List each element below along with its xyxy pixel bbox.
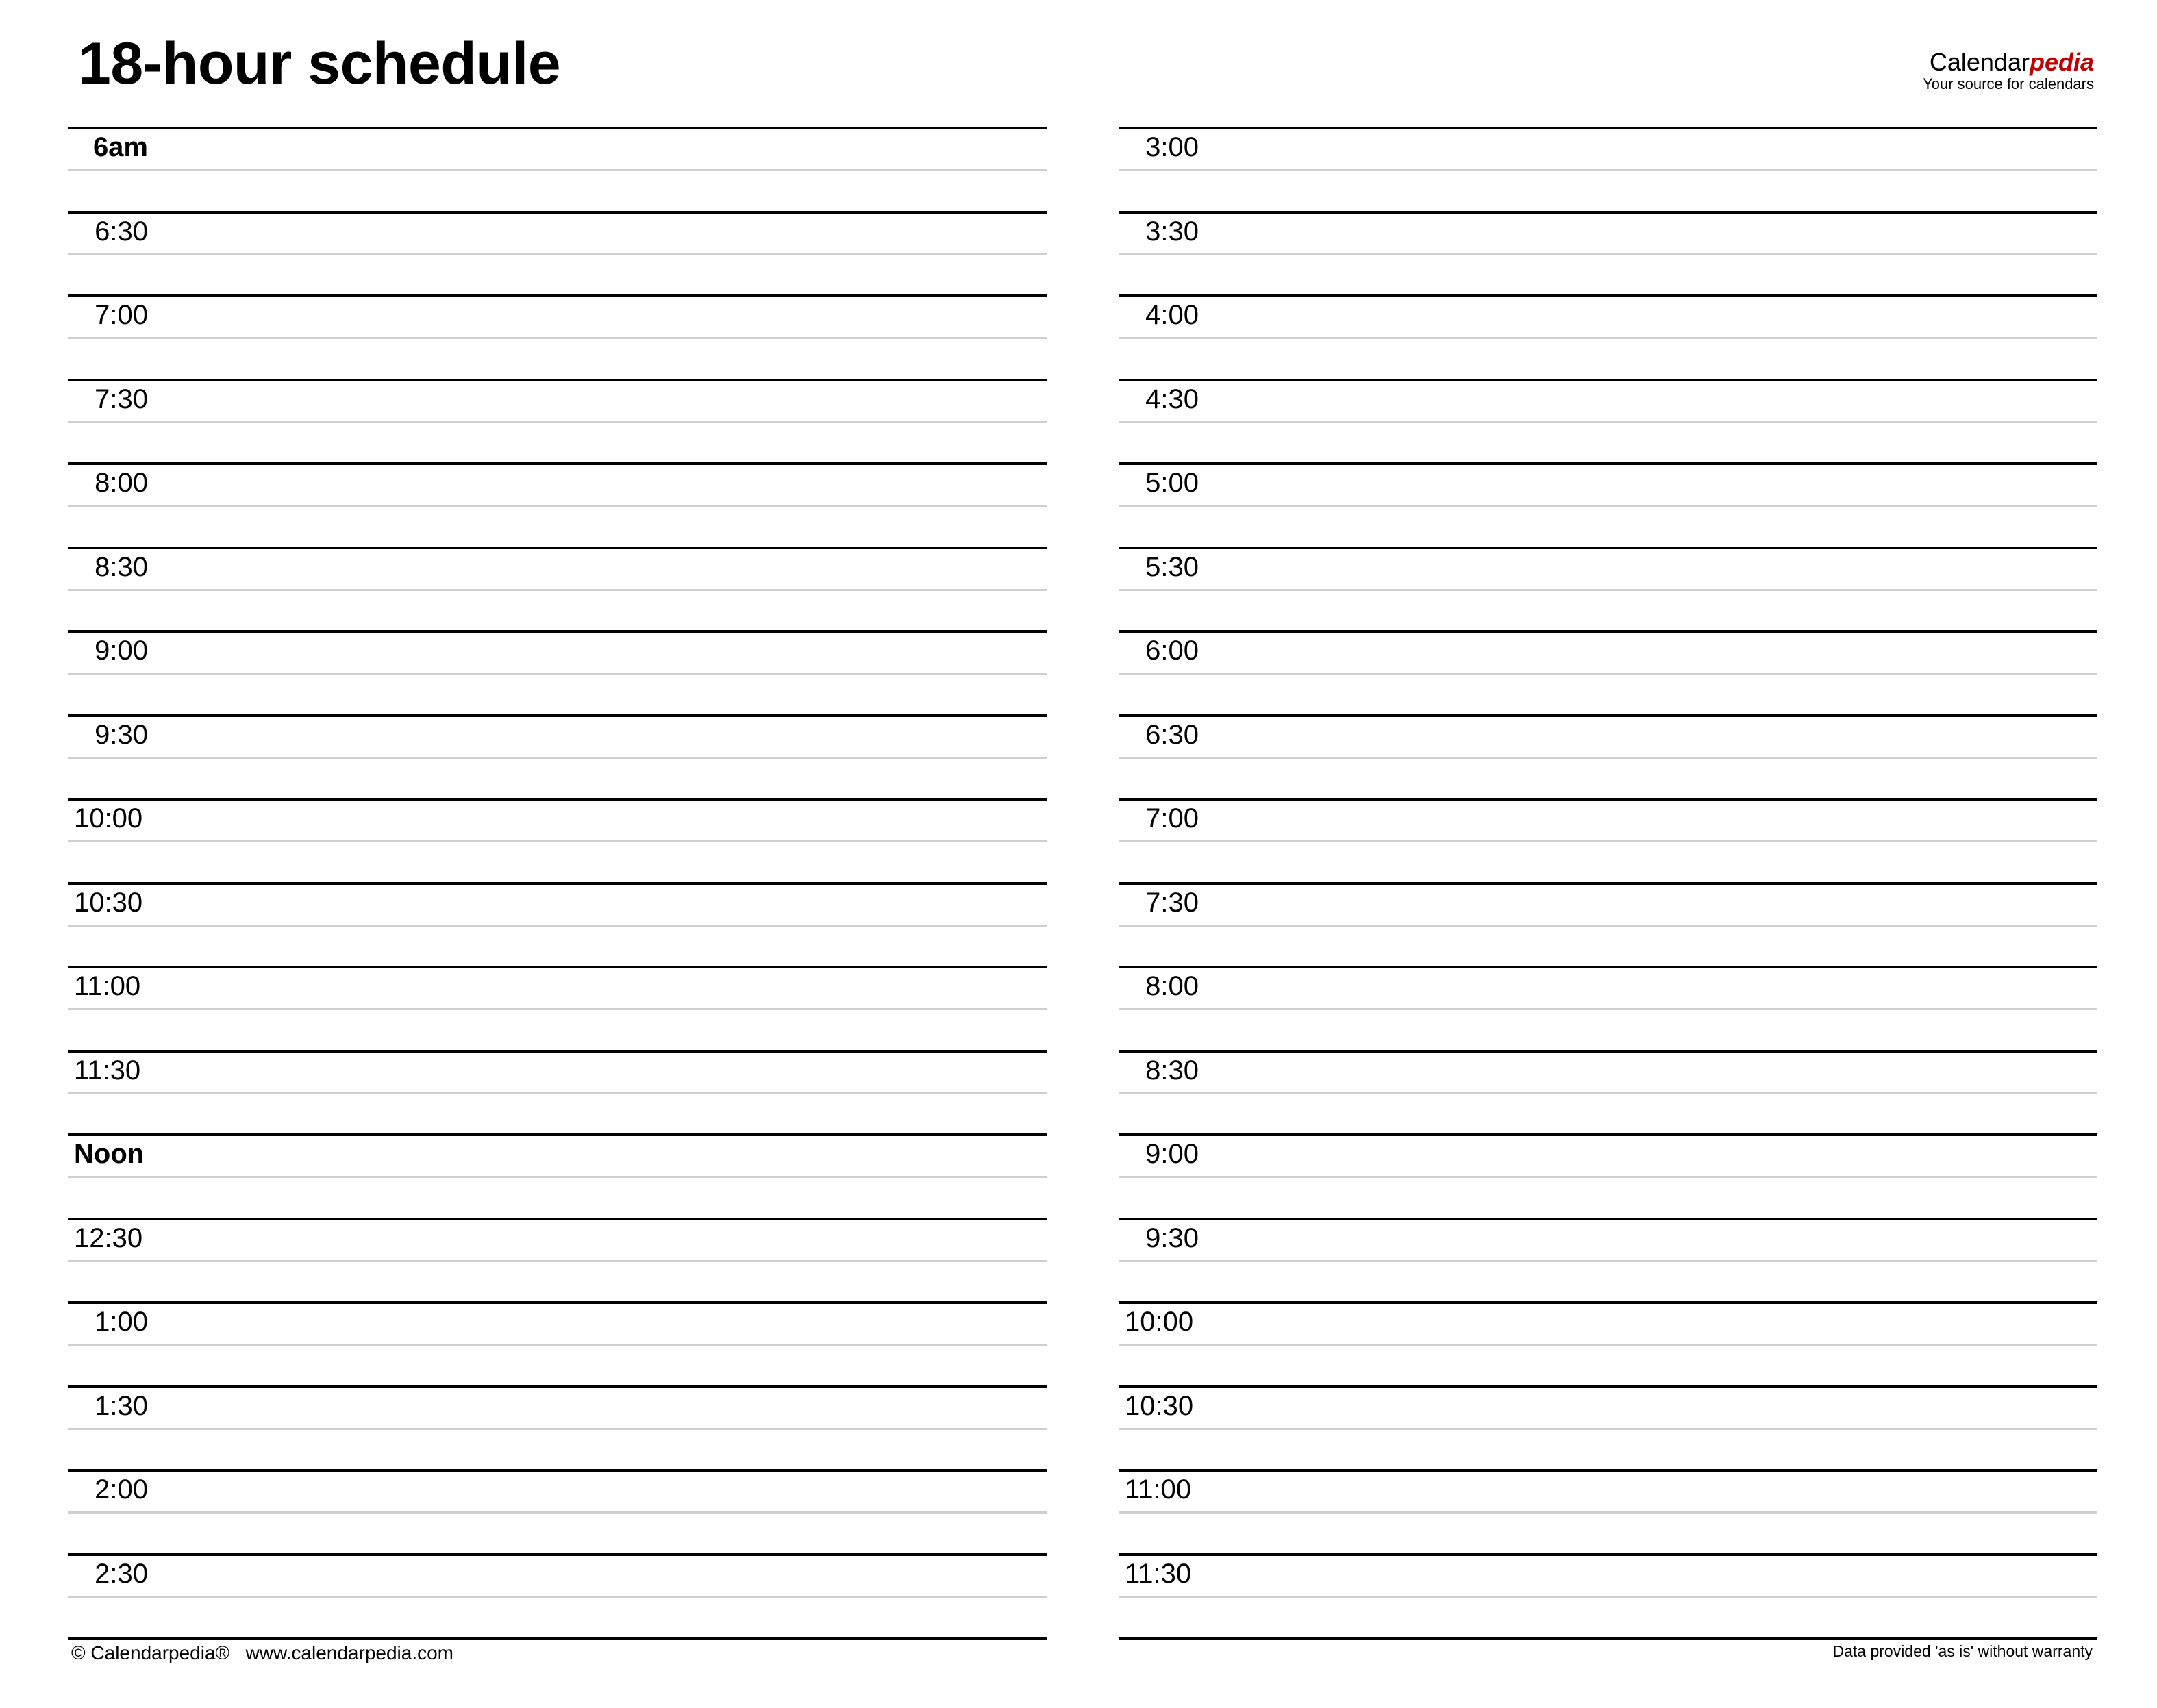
time-label: 11:00 [1125,1474,1192,1505]
time-slot-row[interactable] [68,462,1047,547]
half-hour-line [1119,673,2097,675]
page-title: 18-hour schedule [78,31,561,97]
time-slot-row[interactable] [68,1218,1047,1302]
half-hour-line [1119,1008,2097,1010]
time-label: 9:30 [95,719,148,750]
time-label: 10:00 [1125,1307,1194,1337]
time-slot-row[interactable] [1119,1133,2097,1218]
time-slot-row[interactable] [1119,714,2097,799]
half-hour-line [68,505,1047,507]
time-slot-row[interactable] [68,966,1047,1050]
half-hour-line [1119,1344,2097,1346]
half-hour-line [68,169,1047,171]
time-label: 3:30 [1145,216,1199,247]
time-slot-row[interactable] [68,1385,1047,1470]
time-slot-row[interactable] [1119,127,2097,211]
time-slot-row[interactable] [1119,1385,2097,1470]
time-slot-row[interactable] [68,294,1047,379]
time-label: 9:30 [1145,1222,1199,1253]
half-hour-line [68,1092,1047,1094]
brand-name [1923,49,2094,75]
time-label: 12:30 [74,1222,143,1253]
time-slot-row[interactable] [68,547,1047,631]
time-label: 5:00 [1145,468,1199,498]
time-label: 6:30 [95,216,148,247]
half-hour-line [68,925,1047,927]
time-slot-row[interactable] [68,1553,1047,1637]
brand-name-main: Calendar [1929,48,2030,76]
time-slot-row[interactable] [68,714,1047,799]
brand-name-accent: pedia [2029,48,2094,76]
half-hour-line [68,1176,1047,1178]
half-hour-line [68,673,1047,675]
half-hour-line [1119,337,2097,339]
half-hour-line [1119,757,2097,759]
column-bottom-line [1119,1637,2097,1640]
time-slot-row[interactable] [68,1133,1047,1218]
time-slot-row[interactable] [1119,1218,2097,1302]
time-slot-row[interactable] [68,798,1047,882]
time-label: 2:30 [95,1558,148,1589]
footer-copyright: © Calendarpedia® www.calendarpedia.com [71,1642,454,1663]
half-hour-line [1119,253,2097,255]
time-label: 8:00 [95,468,148,498]
time-slot-row[interactable] [68,211,1047,295]
half-hour-line [68,1344,1047,1346]
column-bottom-line [68,1637,1047,1640]
time-label: 9:00 [1145,1139,1199,1169]
half-hour-line [68,1260,1047,1262]
time-slot-row[interactable] [68,882,1047,966]
time-label: 6:00 [1145,636,1199,666]
footer-disclaimer: Data provided 'as is' without warranty [1832,1642,2093,1660]
time-slot-row[interactable] [68,1469,1047,1553]
half-hour-line [1119,421,2097,423]
half-hour-line [1119,1092,2097,1094]
schedule-column-right [1119,127,2097,1640]
time-label: 10:30 [1125,1390,1194,1421]
half-hour-line [68,337,1047,339]
time-label: 4:30 [1145,384,1199,414]
half-hour-line [68,421,1047,423]
time-slot-row[interactable] [1119,211,2097,295]
time-label: 11:00 [74,971,141,1001]
half-hour-line [68,757,1047,759]
time-label: 9:00 [95,636,148,666]
time-label: 8:30 [1145,1055,1199,1085]
time-slot-row[interactable] [68,379,1047,463]
half-hour-line [1119,1260,2097,1262]
half-hour-line [1119,1511,2097,1514]
time-slot-row[interactable] [1119,1301,2097,1385]
time-label: 1:00 [95,1307,148,1337]
half-hour-line [1119,505,2097,507]
time-slot-row[interactable] [1119,798,2097,882]
half-hour-line [68,1428,1047,1430]
time-label: 4:00 [1145,300,1199,330]
brand-tagline: Your source for calendars [1923,75,2094,92]
time-slot-row[interactable] [1119,1469,2097,1553]
half-hour-line [68,1511,1047,1514]
time-label: 3:00 [1145,132,1199,162]
time-slot-row[interactable] [1119,462,2097,547]
half-hour-line [1119,925,2097,927]
time-label: 6am [92,132,148,162]
schedule-column-left [68,127,1047,1640]
time-label: 5:30 [1145,551,1199,582]
time-label: Noon [74,1139,145,1169]
time-slot-row[interactable] [1119,882,2097,966]
time-label: 7:30 [95,384,148,414]
time-slot-row[interactable] [68,127,1047,211]
time-label: 10:30 [74,887,143,918]
half-hour-line [1119,1596,2097,1598]
time-label: 8:00 [1145,971,1199,1001]
time-label: 7:30 [1145,887,1199,918]
half-hour-line [68,840,1047,842]
time-label: 7:00 [95,300,148,330]
half-hour-line [68,253,1047,255]
half-hour-line [68,1596,1047,1598]
half-hour-line [68,589,1047,591]
time-label: 10:00 [74,803,143,833]
time-slot-row[interactable] [68,1301,1047,1385]
time-label: 6:30 [1145,719,1199,750]
half-hour-line [1119,1428,2097,1430]
half-hour-line [1119,840,2097,842]
time-label: 7:00 [1145,803,1199,833]
half-hour-line [1119,1176,2097,1178]
time-slot-row[interactable] [1119,966,2097,1050]
time-slot-row[interactable] [1119,547,2097,631]
time-slot-row[interactable] [1119,379,2097,463]
time-slot-row[interactable] [1119,630,2097,714]
half-hour-line [1119,589,2097,591]
time-label: 1:30 [95,1390,148,1421]
time-slot-row[interactable] [1119,294,2097,379]
time-slot-row[interactable] [68,630,1047,714]
half-hour-line [1119,169,2097,171]
time-slot-row[interactable] [68,1050,1047,1134]
time-label: 8:30 [95,551,148,582]
time-label: 11:30 [1125,1558,1192,1589]
time-label: 2:00 [95,1474,148,1505]
brand-logo [1923,49,2094,93]
time-slot-row[interactable] [1119,1553,2097,1637]
time-slot-row[interactable] [1119,1050,2097,1134]
half-hour-line [68,1008,1047,1010]
time-label: 11:30 [74,1055,141,1085]
